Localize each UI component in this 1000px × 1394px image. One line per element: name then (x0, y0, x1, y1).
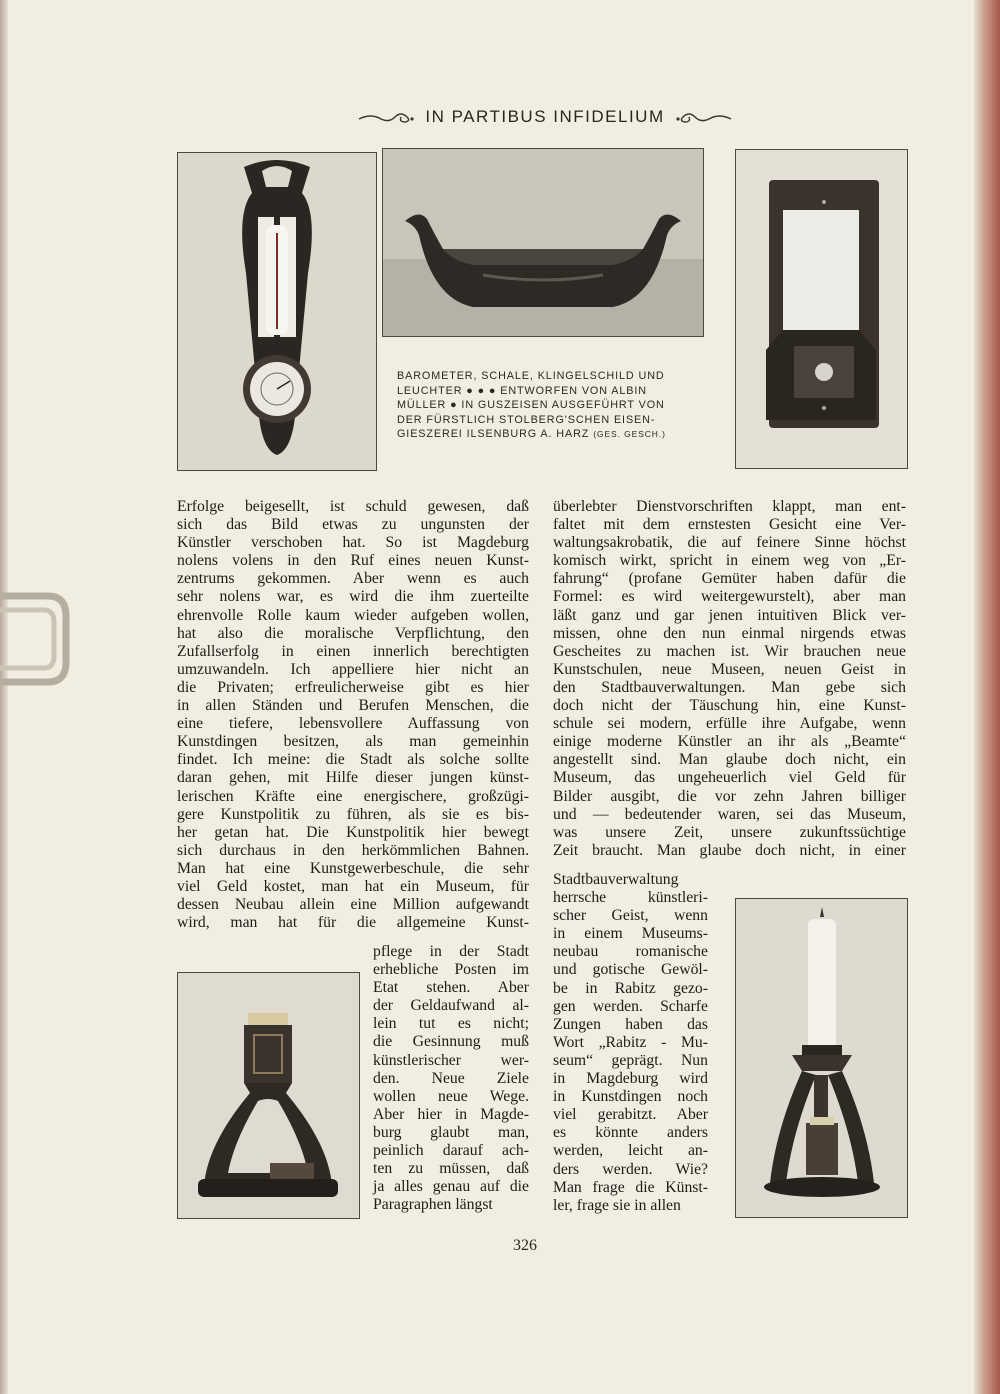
text-line: der Geldaufwand al- (373, 997, 529, 1015)
text-line: die Privaten; erfreulicherweise gibt es hier (177, 678, 529, 696)
text-line: waltungsakrobatik, die auf feinere Sinne höchst (553, 534, 906, 552)
text-line: sich das Bild etwas zu ungunsten der (177, 516, 529, 534)
text-line: Wort „Rabitz - Mu- (553, 1033, 708, 1051)
text-line: in einem Museums- (553, 925, 708, 943)
text-line: wollen neue Wege. (373, 1087, 529, 1105)
text-line: sehr nolens war, es wird die ihm zuerteilte (177, 588, 529, 606)
caption-line: DER FÜRSTLICH STOLBERG'SCHEN EISEN- (397, 413, 656, 426)
text-line: ehrenvolle Rolle kaum wieder aufgeben wollen, (177, 606, 529, 624)
text-line: Man hat eine Kunstgewerbeschule, die sehr (177, 859, 529, 877)
text-line: Aber hier in Magde- (373, 1105, 529, 1123)
text-line: und gotische Gewöl- (553, 961, 708, 979)
text-line: peinlich darauf ach- (373, 1142, 529, 1160)
running-header (330, 103, 760, 131)
text-line: in allen Ständen und Berufen Menschen, die (177, 697, 529, 715)
text-line: Kunstschulen, neue Museen, neuen Geist in (553, 660, 906, 678)
text-line: den Stadtbauverwaltungen. Man gebe sich (553, 678, 906, 696)
text-line: Stadtbauverwaltung (553, 871, 679, 888)
text-line: Künstler verschoben hat. So ist Magdeburg (177, 534, 529, 552)
paper-clip-icon (0, 590, 72, 688)
candlestick-photo (735, 898, 908, 1218)
scroll-flourish-right-icon (675, 107, 733, 127)
text-line: faltet mit dem ernstesten Gesicht eine Ver- (553, 516, 906, 534)
left-column-text (177, 498, 529, 932)
text-line: überlebter Dienstvorschriften klappt, man ent- (553, 498, 906, 515)
text-line: lein tut es nicht; (373, 1015, 529, 1033)
text-line: und — bedeutender waren, sei das Museum, (553, 805, 906, 823)
right-column-text (553, 498, 906, 860)
text-line: gere Kunstpolitik zu führen, als sie es bis- (177, 805, 529, 823)
text-line: findet. Ich meine: die Stadt als solche sollte (177, 751, 529, 769)
text-line: ler, frage sie in allen (553, 1196, 681, 1214)
caption-line: MÜLLER ● IN GUSZEISEN AUSGEFÜHRT VON (397, 399, 665, 411)
text-line: angestellt sind. Man glaube doch nicht, ein (553, 751, 906, 769)
left-column-narrow-text (373, 943, 529, 1214)
text-line: doch nicht der Täuschung hin, eine Kunst- (553, 697, 906, 715)
text-line: ten zu müssen, daß (373, 1160, 529, 1178)
text-line: her getan hat. Die Kunstpolitik hier bewegt (177, 823, 529, 841)
text-line: erhebliche Posten im (373, 961, 529, 979)
doorbell-plate-photo (735, 149, 908, 469)
text-line: daran gehen, mit Hilfe dieser jungen künst- (177, 769, 529, 787)
text-line: Etat stehen. Aber (373, 979, 529, 997)
text-line: Zeit braucht. Man glaube doch nicht, in einer (553, 841, 906, 859)
text-line: Bilder ausgibt, die vor zehn Jahren billiger (553, 787, 906, 805)
text-line: Erfolge beigesellt, ist schuld gewesen, daß (177, 498, 529, 515)
text-line: gen werden. Scharfe (553, 997, 708, 1015)
text-line: die Gesinnung muß (373, 1033, 529, 1051)
text-line: in Kunstdingen noch (553, 1088, 708, 1106)
text-line: wird, man hat für die allgemeine Kunst- (177, 914, 529, 932)
text-line: Paragraphen längst (373, 1196, 493, 1214)
text-line: es könnte anders (553, 1124, 708, 1142)
text-line: Museum, das ungeheuerlich viel Geld für (553, 769, 906, 787)
text-line: Kunstdingen besitzen, als man gemeinhin (177, 733, 529, 751)
figure-caption (397, 369, 697, 442)
text-line: Zungen haben das (553, 1015, 708, 1033)
text-line: künstlerischer wer- (373, 1051, 529, 1069)
text-line: hat also die moralische Verpflichtung, den (177, 624, 529, 642)
text-line: in Magdeburg wird (553, 1070, 708, 1088)
text-line: scher Geist, wenn (553, 907, 708, 925)
text-line: werden, leicht an- (553, 1142, 708, 1160)
text-line: missen, ohne den nun einmal nirgends etwas (553, 624, 906, 642)
text-line: Zufallserfolg in einen innerlich berechtigten (177, 642, 529, 660)
text-line: läßt ganz und gar jenen intuitiven Blick ver- (553, 606, 906, 624)
scroll-flourish-left-icon (357, 107, 415, 127)
text-line: Man frage die Künst- (553, 1178, 708, 1196)
text-line: einige moderne Künstler an ihr als „Beamte“ (553, 733, 906, 751)
text-line: Gescheites zu machen ist. Wir brauchen neue (553, 642, 906, 660)
text-line: seum“ geprägt. Nun (553, 1051, 708, 1069)
text-line: be in Rabitz gezo- (553, 979, 708, 997)
right-column-narrow-text (553, 871, 708, 1215)
caption-note: (GES. GESCH.) (593, 429, 666, 439)
text-line: Formel: es wird weitergewurstelt), aber man (553, 588, 906, 606)
text-line: herrsche künstleri- (553, 889, 708, 907)
caption-line: LEUCHTER ● ● ● ENTWORFEN VON ALBIN (397, 384, 647, 397)
page-title: IN PARTIBUS INFIDELIUM (425, 107, 665, 126)
text-line: pflege in der Stadt (373, 943, 529, 960)
text-line: lerischen Kräfte eine energischere, großzügi- (177, 787, 529, 805)
text-line: komisch wirkt, spricht in einem weg von „Er- (553, 552, 906, 570)
binding-gutter (0, 0, 8, 1394)
text-line: viel gerabitzt. Aber (553, 1106, 708, 1124)
caption-line: BAROMETER, SCHALE, KLINGELSCHILD UND (397, 370, 665, 382)
matchbox-holder-photo (177, 972, 360, 1219)
text-line: dessen Neubau allein eine Million aufgewandt (177, 896, 529, 914)
text-line: eine tiefere, lebensvollere Auffassung von (177, 715, 529, 733)
text-line: ja alles genau auf die (373, 1178, 529, 1196)
bowl-photo (382, 148, 704, 337)
text-line: was unsere Zeit, unsere zukunftssüchtige (553, 823, 906, 841)
page-number: 326 (513, 1237, 537, 1254)
caption-line: GIESZEREI ILSENBURG A. HARZ (397, 428, 590, 440)
text-line: den. Neue Ziele (373, 1069, 529, 1087)
text-line: ders werden. Wie? (553, 1160, 708, 1178)
text-line: burg glaubt man, (373, 1123, 529, 1141)
text-line: schule sei modern, erfülle ihre Aufgabe, wenn (553, 715, 906, 733)
book-cover-edge (974, 0, 1000, 1394)
text-line: umzuwandeln. Ich appelliere hier nicht an (177, 660, 529, 678)
text-line: fahrung“ (profane Gemüter haben dafür die (553, 570, 906, 588)
text-line: zentrums gekommen. Aber wenn es auch (177, 570, 529, 588)
text-line: sich durchaus in den herkömmlichen Bahnen. (177, 841, 529, 859)
barometer-photo (177, 152, 377, 471)
text-line: neubau romanische (553, 943, 708, 961)
text-line: nolens volens in den Ruf eines neuen Kunst- (177, 552, 529, 570)
text-line: viel Geld kostet, man hat ein Museum, für (177, 877, 529, 895)
